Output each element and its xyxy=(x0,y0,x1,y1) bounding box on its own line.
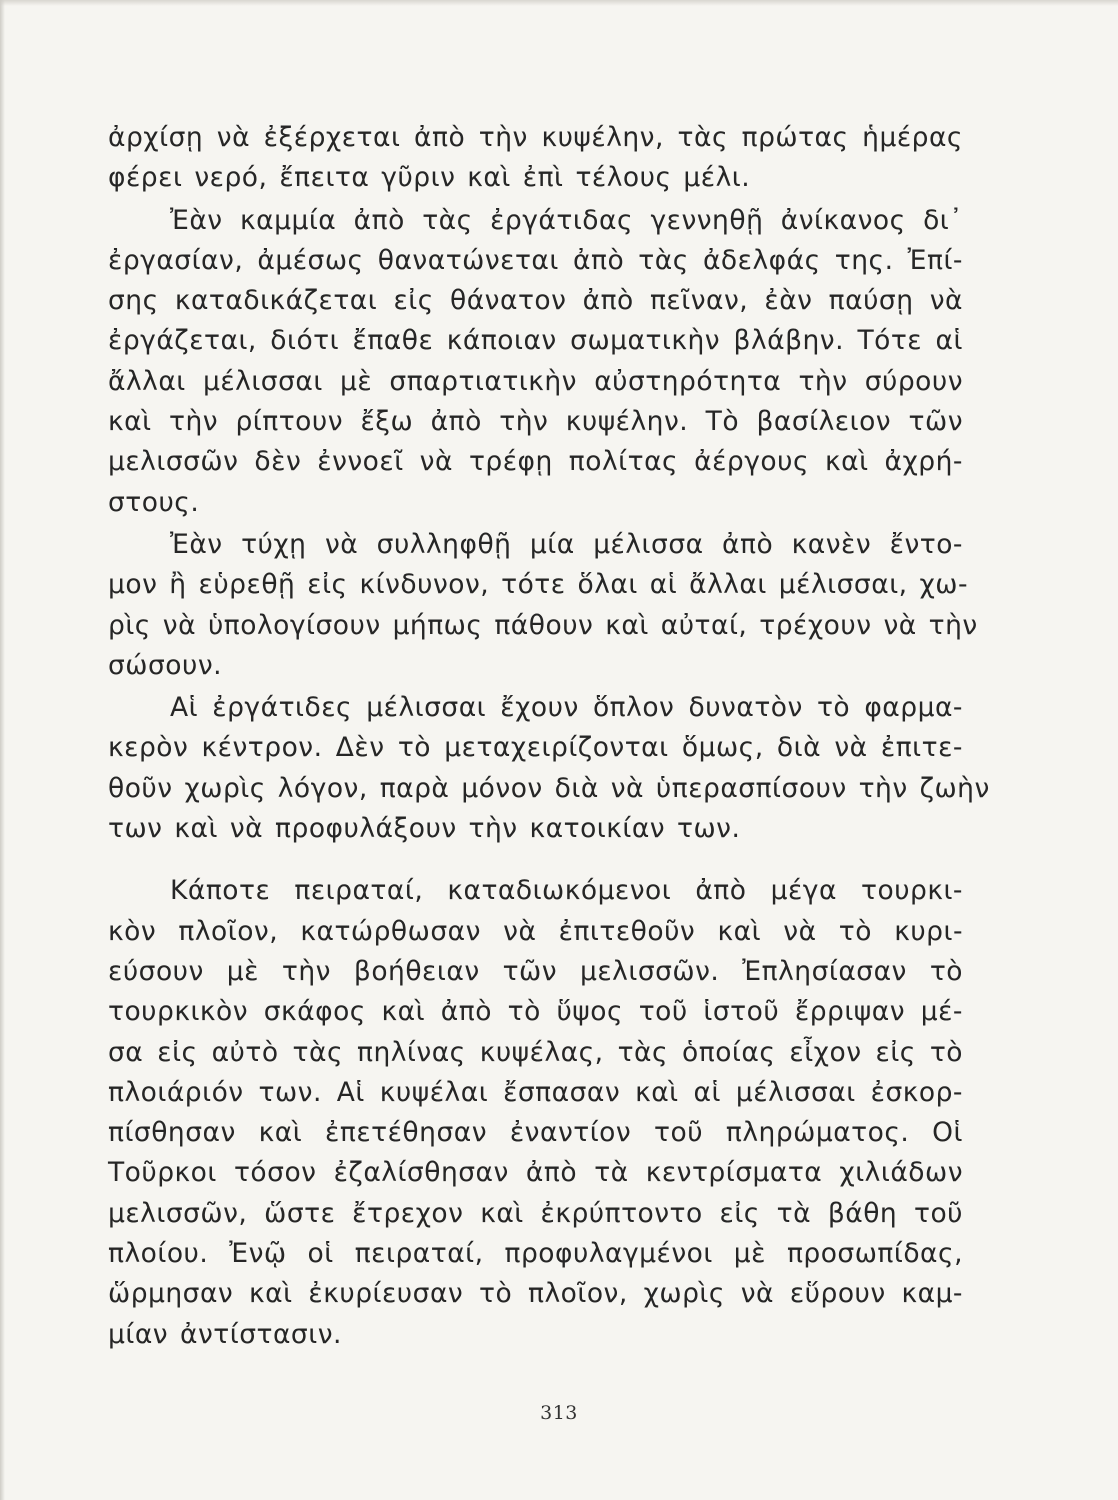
text-line: μον ἢ εὑρεθῇ εἰς κίνδυνον, τότε ὅλαι αἱ ἄλλαι μέλισσαι, χω- xyxy=(108,569,969,601)
text-line: κὸν πλοῖον, κατώρθωσαν νὰ ἐπιτεθοῦν καὶ νὰ τὸ κυρι- xyxy=(108,915,963,947)
text-line: μελισσῶν δὲν ἐννοεῖ νὰ τρέφῃ πολίτας ἀέργους καὶ ἀχρή- xyxy=(108,446,963,478)
text-line: φέρει νερό, ἔπειτα γῦριν καὶ ἐπὶ τέλους μέλι. xyxy=(108,162,751,194)
text-line: τουρκικὸν σκάφος καὶ ἀπὸ τὸ ὕψος τοῦ ἱστοῦ ἔρριψαν μέ- xyxy=(108,996,963,1028)
text-line: σα εἰς αὐτὸ τὰς πηλίνας κυψέλας, τὰς ὁποίας εἶχον εἰς τὸ xyxy=(108,1036,963,1068)
paragraph xyxy=(108,118,963,199)
body-text xyxy=(108,118,990,1355)
text-line: ἐργάζεται, διότι ἔπαθε κάποιαν σωματικὴν βλάβην. Τότε αἱ xyxy=(108,325,963,357)
text-line: στους. xyxy=(108,486,200,518)
text-line: μίαν ἀντίστασιν. xyxy=(108,1318,342,1350)
text-line: ἄλλαι μέλισσαι μὲ σπαρτιατικὴν αὐστηρότητα τὴν σύρουν xyxy=(108,365,963,397)
text-line: Αἱ ἐργάτιδες μέλισσαι ἔχουν ὅπλον δυνατὸν τὸ φαρμα- xyxy=(170,692,963,724)
text-line: κερὸν κέντρον. Δὲν τὸ μεταχειρίζονται ὅμως, διὰ νὰ ἐπιτε- xyxy=(108,732,963,764)
text-line: ἀρχίσῃ νὰ ἐξέρχεται ἀπὸ τὴν κυψέλην, τὰς πρώτας ἡμέρας xyxy=(108,122,963,153)
text-line: πλοίου. Ἐνῷ οἱ πειραταί, προφυλαγμένοι μὲ προσωπίδας, xyxy=(108,1238,963,1270)
text-line: πίσθησαν καὶ ἐπετέθησαν ἐναντίον τοῦ πληρώματος. Οἱ xyxy=(108,1117,963,1149)
text-line: εύσουν μὲ τὴν βοήθειαν τῶν μελισσῶν. Ἐπλησίασαν τὸ xyxy=(108,955,963,987)
text-line: των καὶ νὰ προφυλάξουν τὴν κατοικίαν των. xyxy=(108,813,741,845)
text-line: Τοῦρκοι τόσον ἐζαλίσθησαν ἀπὸ τὰ κεντρίσματα χιλιάδων xyxy=(108,1157,963,1189)
text-line: Κάποτε πειραταί, καταδιωκόμενοι ἀπὸ μέγα τουρκι- xyxy=(170,875,963,907)
scan-edge-left xyxy=(0,0,5,1500)
text-line: θοῦν χωρὶς λόγον, παρὰ μόνον διὰ νὰ ὑπερασπίσουν τὴν ζωὴν xyxy=(108,772,990,804)
text-line: μελισσῶν, ὥστε ἔτρεχον καὶ ἐκρύπτοντο εἰς τὰ βάθη τοῦ xyxy=(108,1197,963,1229)
text-line: σώσουν. xyxy=(108,649,223,681)
text-line: σης καταδικάζεται εἰς θάνατον ἀπὸ πεῖναν, ἐὰν παύσῃ νὰ xyxy=(108,285,963,317)
text-line: πλοιάριόν των. Αἱ κυψέλαι ἔσπασαν καὶ αἱ μέλισσαι ἐσκορ- xyxy=(108,1076,963,1108)
text-line: Ἐὰν καμμία ἀπὸ τὰς ἐργάτιδας γεννηθῇ ἀνίκανος δι᾽ xyxy=(170,204,963,236)
paragraph xyxy=(108,525,978,686)
text-line: ὥρμησαν καὶ ἐκυρίευσαν τὸ πλοῖον, χωρὶς νὰ εὕρουν καμ- xyxy=(108,1278,963,1310)
text-line: καὶ τὴν ρίπτουν ἔξω ἀπὸ τὴν κυψέλην. Τὸ βασίλειον τῶν xyxy=(108,406,963,438)
text-line: ρὶς νὰ ὑπολογίσουν μήπως πάθουν καὶ αὐταί, τρέχουν νὰ τὴν xyxy=(108,609,978,641)
paragraph xyxy=(108,871,963,1355)
paragraph xyxy=(108,688,990,849)
scan-edge-top xyxy=(0,0,1118,6)
text-line: ἐργασίαν, ἀμέσως θανατώνεται ἀπὸ τὰς ἀδελφάς της. Ἐπί- xyxy=(108,244,963,276)
page-number: 313 xyxy=(540,1402,578,1424)
text-line: Ἐὰν τύχῃ νὰ συλληφθῇ μία μέλισσα ἀπὸ κανὲν ἔντο- xyxy=(170,528,963,560)
paragraph xyxy=(108,201,963,523)
